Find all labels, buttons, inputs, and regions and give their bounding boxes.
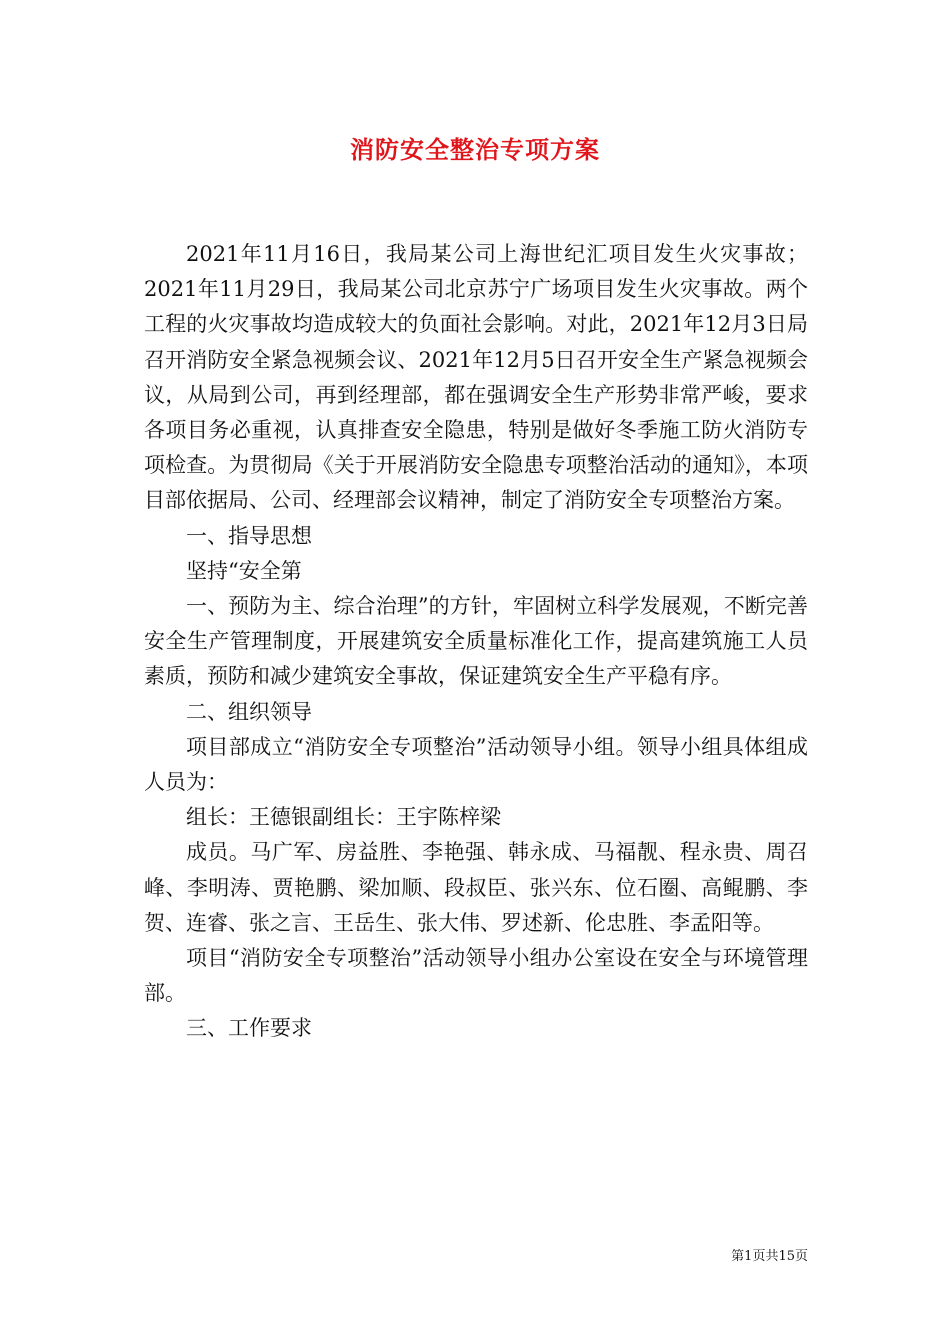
paragraph-leading-group: 项目部成立“消防安全专项整治”活动领导小组。领导小组具体组成人员为： xyxy=(144,734,808,795)
document-title: 消防安全整治专项方案 xyxy=(350,135,600,164)
heading-organization: 二、组织领导 xyxy=(186,699,312,724)
paragraph-principle-start: 坚持“安全第 xyxy=(186,558,302,583)
page-number: 第1页共15页 xyxy=(731,1249,808,1264)
paragraph-group-members: 成员。马广军、房益胜、李艳强、韩永成、马福靓、程永贵、周召峰、李明涛、贾艳鹏、梁加顺、段叔臣、张兴东、位石圈、高鲲鹏、李贺、连睿、张之言、王岳生、张大伟、罗述新、伦忠胜、李孟阳等。 xyxy=(144,840,808,935)
paragraph-office: 项目“消防安全专项整治”活动领导小组办公室设在安全与环境管理部。 xyxy=(144,946,808,1006)
paragraph-group-leaders: 组长：王德银副组长：王宇陈梓梁 xyxy=(186,805,501,830)
paragraph-intro: 2021年11月16日，我局某公司上海世纪汇项目发生火灾事故；2021年11月29日，我局某公司北京苏宁广场项目发生火灾事故。两个工程的火灾事故均造成较大的负面社会影响。对此，2021年12月3日局召开消防安全紧急视频会议、2021年12月5日召开安全生产紧急视频会议，从局到公司，再到经理部，都在强调安全生产形势非常严峻，要求各项目务必重视，认真排查安全隐患，特别是做好冬季施工防火消防专项检查。为贯彻局《关于开展消防安全隐患专项整治活动的通知》，本项目部依据局、公司、经理部会议精神，制定了消防安全专项整治方案。 xyxy=(144,242,808,513)
heading-work-requirements: 三、工作要求 xyxy=(186,1016,312,1041)
heading-guiding-thought: 一、指导思想 xyxy=(186,523,312,548)
document-body xyxy=(144,237,808,1047)
paragraph-principle: 一、预防为主、综合治理”的方针，牢固树立科学发展观，不断完善安全生产管理制度，开展建筑安全质量标准化工作，提高建筑施工人员素质，预防和减少建筑安全事故，保证建筑安全生产平稳有序。 xyxy=(144,594,808,689)
